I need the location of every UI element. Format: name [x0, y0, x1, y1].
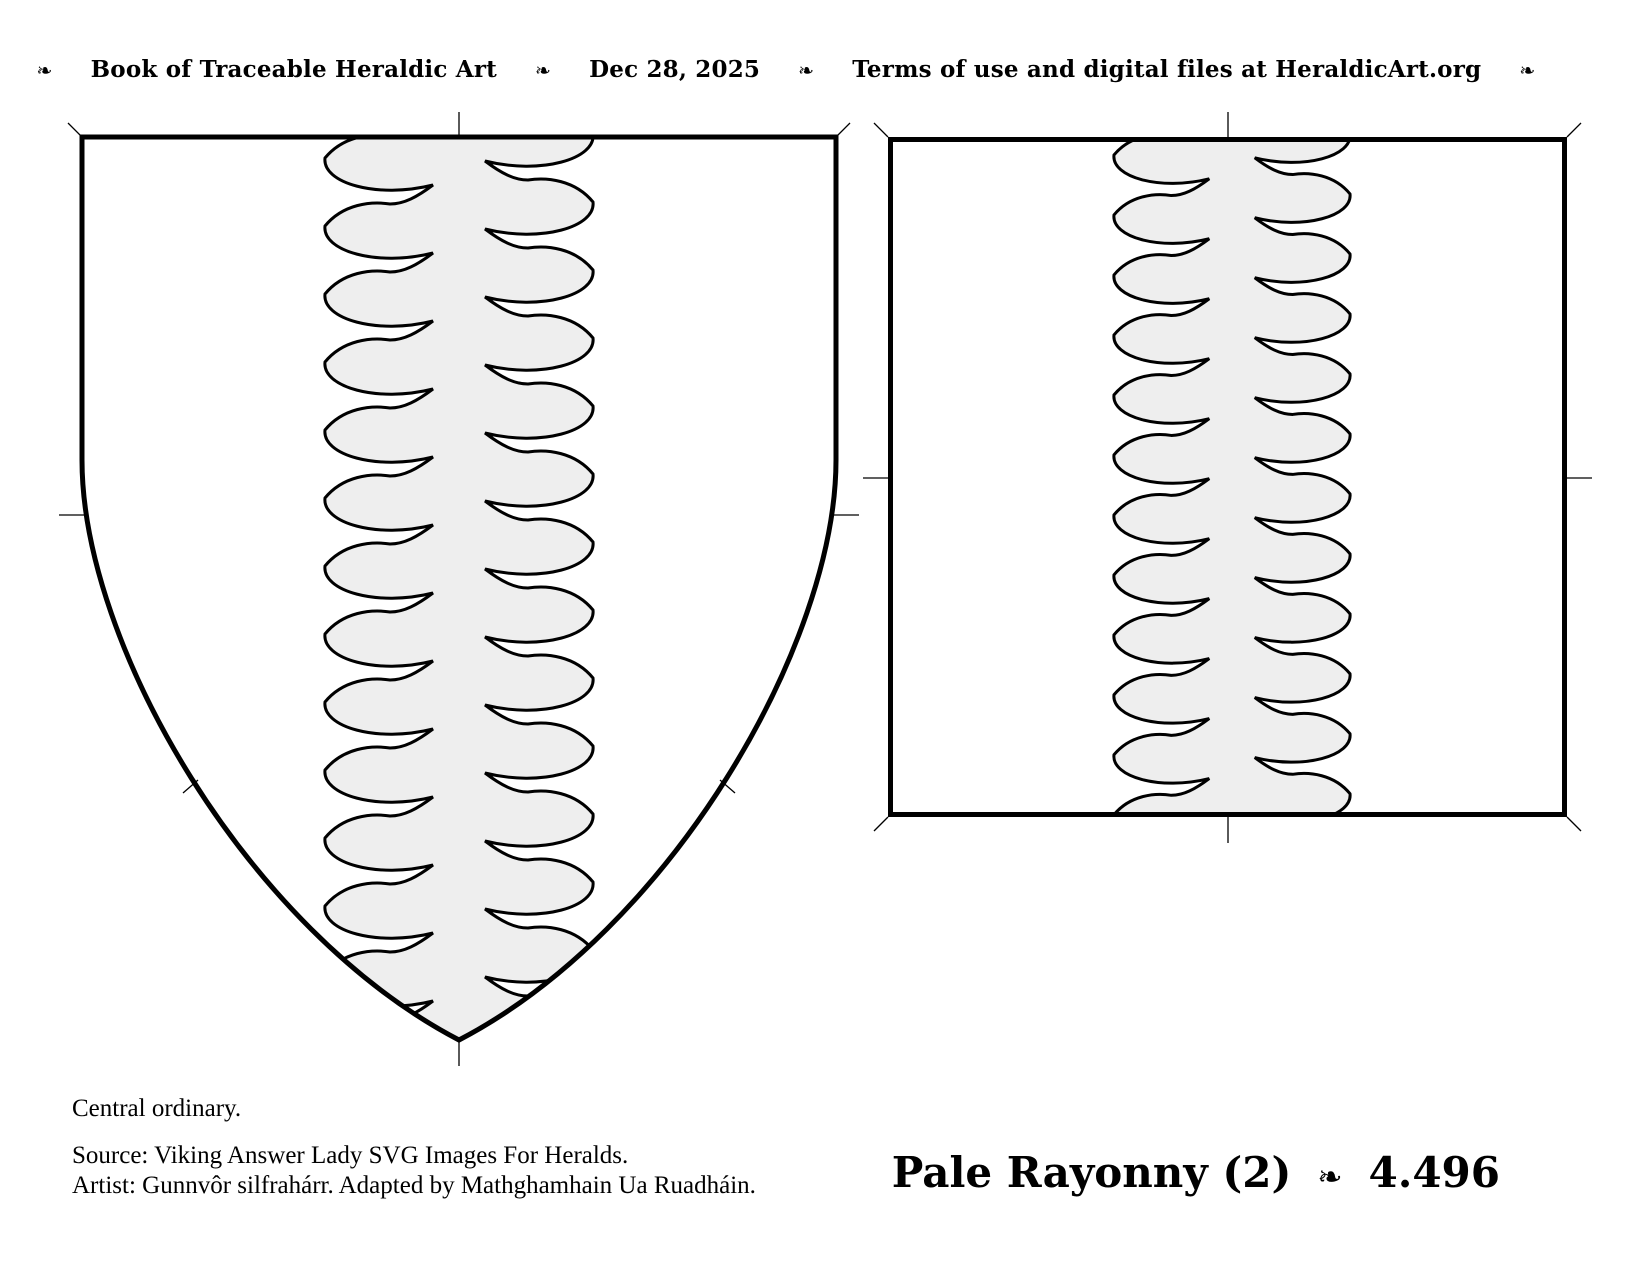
caption-artist: Artist: Gunnvôr silfrahárr. Adapted by Mathghamhain Ua Ruadháin.: [72, 1172, 756, 1199]
fleuron-icon: ❧: [534, 60, 552, 82]
registration-ticks: [59, 112, 1592, 1066]
pale-rayonny-shield: [325, 66, 593, 1110]
fleuron-icon: ❧: [1519, 60, 1536, 82]
tick-mark: [874, 123, 888, 137]
fleuron-icon: ❧: [1317, 1160, 1343, 1195]
fleuron-icon: ❧: [36, 60, 53, 82]
header-date: Dec 28, 2025: [589, 56, 761, 83]
shield-figure: [82, 66, 836, 1110]
pale-rayonny-square: [1114, 74, 1350, 875]
square-figure: [891, 74, 1565, 875]
tick-mark: [1567, 817, 1581, 831]
caption-block: [72, 1094, 756, 1201]
footer-title: [892, 1148, 1500, 1197]
header-terms: Terms of use and digital files at HeraldicArt.org: [852, 56, 1482, 83]
fleuron-icon: ❧: [798, 60, 815, 82]
caption-description: Central ordinary.: [72, 1095, 242, 1122]
tick-mark: [874, 817, 888, 831]
tick-mark: [68, 123, 82, 137]
design-name: Pale Rayonny (2): [891, 1148, 1292, 1197]
header-book-title: Book of Traceable Heraldic Art: [90, 56, 497, 83]
tick-mark: [836, 123, 850, 137]
design-number: 4.496: [1368, 1148, 1500, 1197]
tick-mark: [1567, 123, 1581, 137]
caption-source: Source: Viking Answer Lady SVG Images For Heralds.: [72, 1142, 629, 1169]
